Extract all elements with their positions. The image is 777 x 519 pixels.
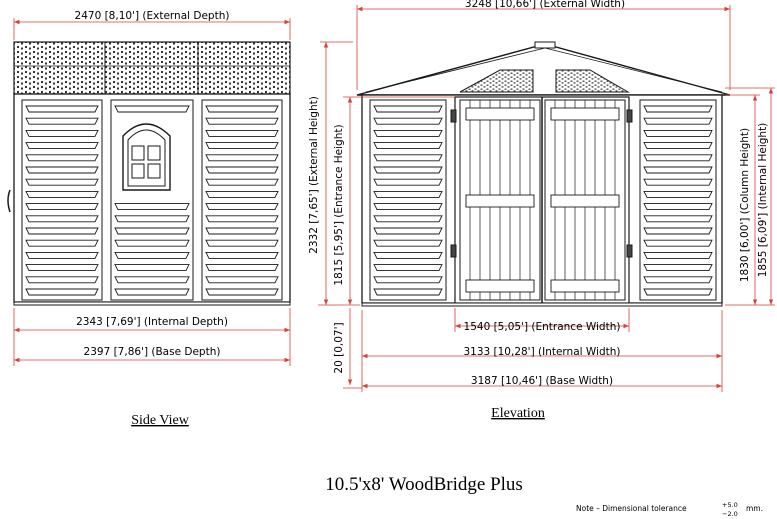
- wall-slat: [644, 252, 712, 258]
- wall-slat: [206, 167, 278, 173]
- wall-slat: [374, 265, 442, 271]
- wall-slat: [374, 130, 442, 136]
- wall-slat: [26, 252, 98, 258]
- wall-slat: [374, 277, 442, 283]
- wall-slat: [115, 228, 189, 234]
- tolerance-note: Note – Dimensional tolerance: [576, 504, 687, 513]
- wall-slat: [206, 179, 278, 185]
- wall-slat: [206, 130, 278, 136]
- wall-slat: [374, 216, 442, 222]
- wall-slat: [644, 289, 712, 295]
- wall-slat: [644, 118, 712, 124]
- external-height-label: 2332 [7,65'] (External Height): [308, 96, 320, 254]
- wall-slat: [374, 252, 442, 258]
- wall-slat: [374, 191, 442, 197]
- wall-slat: [26, 106, 98, 112]
- wall-slat: [206, 191, 278, 197]
- wall-slat: [26, 167, 98, 173]
- wall-slat: [115, 106, 189, 112]
- wall-slat: [26, 179, 98, 185]
- external-width-label: 3248 [10,66'] (External Width): [464, 0, 626, 10]
- elevation-caption: Elevation: [491, 406, 545, 421]
- wall-slat: [206, 289, 278, 295]
- wall-slat: [374, 204, 442, 210]
- wall-slat: [26, 277, 98, 283]
- wall-slat: [115, 289, 189, 295]
- wall-slat: [644, 265, 712, 271]
- wall-slat: [644, 216, 712, 222]
- entrance-width-label: 1540 [5,05'] (Entrance Width): [463, 321, 621, 333]
- wall-slat: [26, 240, 98, 246]
- base-width-label: 3187 [10,46'] (Base Width): [470, 375, 614, 387]
- side-view: [8, 42, 290, 305]
- entrance-height-label: 1815 [5,95'] (Entrance Height): [333, 124, 345, 286]
- wall-slat: [115, 265, 189, 271]
- wall-slat: [644, 155, 712, 161]
- wall-slat: [206, 155, 278, 161]
- tolerance-plus: +5.0: [722, 501, 738, 509]
- wall-slat: [26, 228, 98, 234]
- wall-slat: [26, 265, 98, 271]
- wall-slat: [374, 167, 442, 173]
- elevation-roof: [357, 44, 730, 95]
- wall-slat: [644, 179, 712, 185]
- wall-slat: [374, 289, 442, 295]
- wall-slat: [374, 106, 442, 112]
- wall-slat: [206, 265, 278, 271]
- wall-slat: [644, 130, 712, 136]
- wall-slat: [374, 228, 442, 234]
- drawing-title: 10.5'x8' WoodBridge Plus: [325, 474, 523, 495]
- elevation-view: [357, 42, 730, 306]
- wall-slat: [206, 118, 278, 124]
- wall-slat: [374, 240, 442, 246]
- wall-slat: [374, 118, 442, 124]
- wall-slat: [644, 191, 712, 197]
- side-view-caption: Side View: [131, 413, 189, 428]
- wall-slat: [26, 155, 98, 161]
- wall-slat: [644, 228, 712, 234]
- wall-slat: [26, 118, 98, 124]
- tolerance-unit: mm.: [746, 504, 763, 513]
- wall-slat: [206, 143, 278, 149]
- side-window: [123, 124, 170, 190]
- external-depth-label: 2470 [8,10'] (External Depth): [74, 10, 230, 22]
- wall-slat: [115, 277, 189, 283]
- wall-slat: [644, 240, 712, 246]
- wall-slat: [206, 277, 278, 283]
- wall-slat: [26, 143, 98, 149]
- wall-slat: [206, 228, 278, 234]
- wall-slat: [206, 240, 278, 246]
- wall-slat: [644, 204, 712, 210]
- wall-slat: [26, 130, 98, 136]
- wall-slat: [644, 106, 712, 112]
- side-roof: [14, 42, 290, 94]
- wall-slat: [115, 216, 189, 222]
- wall-slat: [374, 179, 442, 185]
- wall-slat: [206, 204, 278, 210]
- internal-width-label: 3133 [10,28'] (Internal Width): [463, 346, 621, 358]
- column-height-label: 1830 [6,00'] (Column Height): [739, 127, 751, 283]
- base-depth-label: 2397 [7,86'] (Base Depth): [83, 346, 221, 358]
- wall-slat: [115, 204, 189, 210]
- wall-slat: [206, 252, 278, 258]
- tolerance-minus: −2.0: [722, 510, 738, 518]
- wall-slat: [26, 216, 98, 222]
- wall-slat: [26, 289, 98, 295]
- base-thickness-label: 20 [0,07']: [333, 322, 345, 374]
- wall-slat: [115, 252, 189, 258]
- internal-height-label: 1855 [6,09'] (Internal Height): [757, 122, 769, 278]
- wall-slat: [206, 216, 278, 222]
- wall-slat: [26, 191, 98, 197]
- wall-slat: [26, 204, 98, 210]
- wall-slat: [206, 106, 278, 112]
- wall-slat: [644, 143, 712, 149]
- wall-slat: [115, 240, 189, 246]
- wall-slat: [374, 155, 442, 161]
- double-door: [451, 97, 632, 303]
- wall-slat: [374, 143, 442, 149]
- internal-depth-label: 2343 [7,69'] (Internal Depth): [76, 316, 228, 328]
- wall-slat: [644, 277, 712, 283]
- wall-slat: [644, 167, 712, 173]
